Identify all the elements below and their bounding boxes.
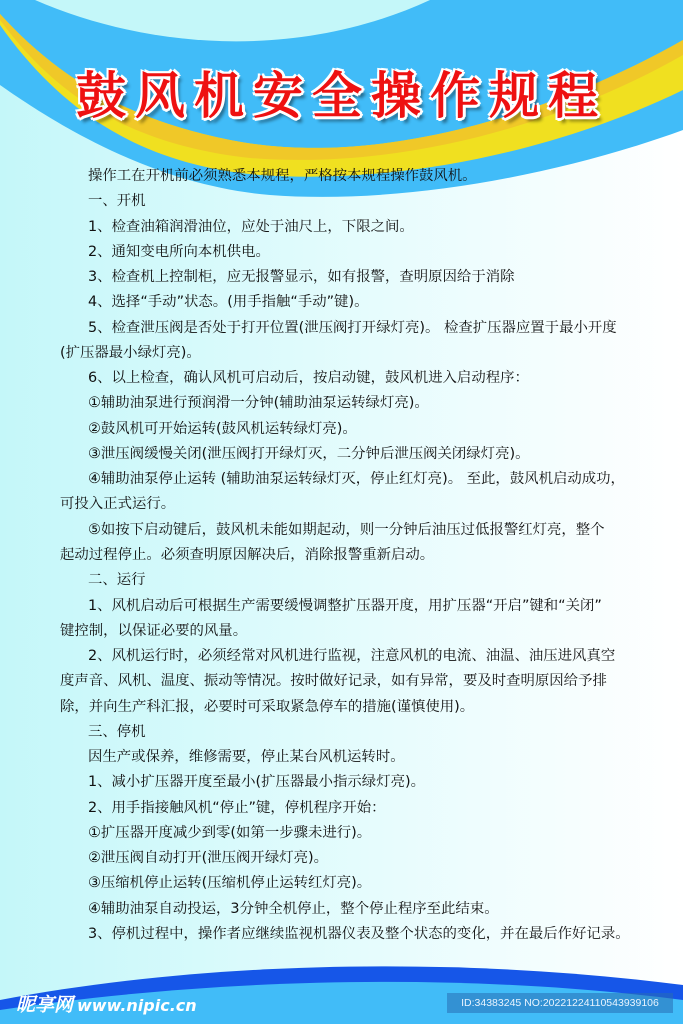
text-line: 三、停机 <box>88 723 146 740</box>
text-line: ⑤如按下启动键后，鼓风机未能如期起动，则一分钟后油压过低报警红灯亮，整个 <box>88 521 605 538</box>
text-line: 3、停机过程中，操作者应继续监视机器仪表及整个状态的变化，并在最后作好记录。 <box>88 925 630 942</box>
text-line: 操作工在开机前必须熟悉本规程，严格按本规程操作鼓风机。 <box>88 168 477 184</box>
text-line: 起动过程停止。必须查明原因解决后，消除报警重新启动。 <box>60 546 435 563</box>
watermark-id: ID:34383245 NO:20221224110543939106 <box>447 993 673 1013</box>
text-line: ①扩压器开度减少到零(如第一步骤未进行)。 <box>88 824 372 841</box>
procedure-text <box>60 164 650 947</box>
text-line: 2、用手指接触风机“停止”键，停机程序开始： <box>88 799 386 816</box>
text-line: 1、风机启动后可根据生产需要缓慢调整扩压器开度，用扩压器“开启”键和“关闭” <box>88 597 602 614</box>
text-line: ③泄压阀缓慢关闭(泄压阀打开绿灯灭，二分钟后泄压阀关闭绿灯亮)。 <box>88 445 530 462</box>
text-line: ③压缩机停止运转(压缩机停止运转红灯亮)。 <box>88 875 372 892</box>
text-line: (扩压器最小绿灯亮)。 <box>60 344 201 361</box>
text-line: 可投入正式运行。 <box>60 496 176 513</box>
text-line: ④辅助油泵自动投运，3分钟全机停止，整个停止程序至此结束。 <box>88 900 499 917</box>
text-line: ②鼓风机可开始运转(鼓风机运转绿灯亮)。 <box>88 420 357 437</box>
text-line: 1、减小扩压器开度至最小(扩压器最小指示绿灯亮)。 <box>88 774 425 791</box>
text-line: 1、检查油箱润滑油位，应处于油尺上，下限之间。 <box>88 218 414 235</box>
text-line: 5、检查泄压阀是否处于打开位置(泄压阀打开绿灯亮)。 检查扩压器应置于最小开度 <box>88 319 617 336</box>
text-line: 除，并向生产科汇报，必要时可采取紧急停车的措施(谨慎使用)。 <box>60 698 475 715</box>
text-line: 一、开机 <box>88 193 146 210</box>
text-line: 二、运行 <box>88 572 146 589</box>
text-line: 4、选择“手动”状态。(用手指触“手动”键)。 <box>88 294 369 311</box>
page-title: 鼓风机安全操作规程 <box>76 67 607 125</box>
text-line: 键控制，以保证必要的风量。 <box>60 622 248 639</box>
text-line: 6、以上检查，确认风机可启动后，按启动键，鼓风机进入启动程序： <box>88 370 529 387</box>
logo-url: www.nipic.cn <box>77 996 197 1015</box>
site-logo <box>16 990 197 1017</box>
text-line: ①辅助油泵进行预润滑一分钟(辅助油泵运转绿灯亮)。 <box>88 395 429 412</box>
text-line: 3、检查机上控制柜，应无报警显示，如有报警，查明原因给于消除 <box>88 269 515 286</box>
text-line: 2、通知变电所向本机供电。 <box>88 243 270 260</box>
text-line: 2、风机运行时，必须经常对风机进行监视，注意风机的电流、油温、油压进风真空 <box>88 648 616 665</box>
text-line: 度声音、风机、温度、振动等情况。按时做好记录，如有异常，要及时查明原因给予排 <box>60 673 607 690</box>
text-line: ②泄压阀自动打开(泄压阀开绿灯亮)。 <box>88 850 328 867</box>
text-line: ④辅助油泵停止运转 (辅助油泵运转绿灯灭，停止红灯亮)。 至此，鼓风机启动成功， <box>88 471 625 488</box>
text-line: 因生产或保养，维修需要，停止某台风机运转时。 <box>88 749 405 766</box>
logo-text: 昵享网 <box>16 994 74 1016</box>
